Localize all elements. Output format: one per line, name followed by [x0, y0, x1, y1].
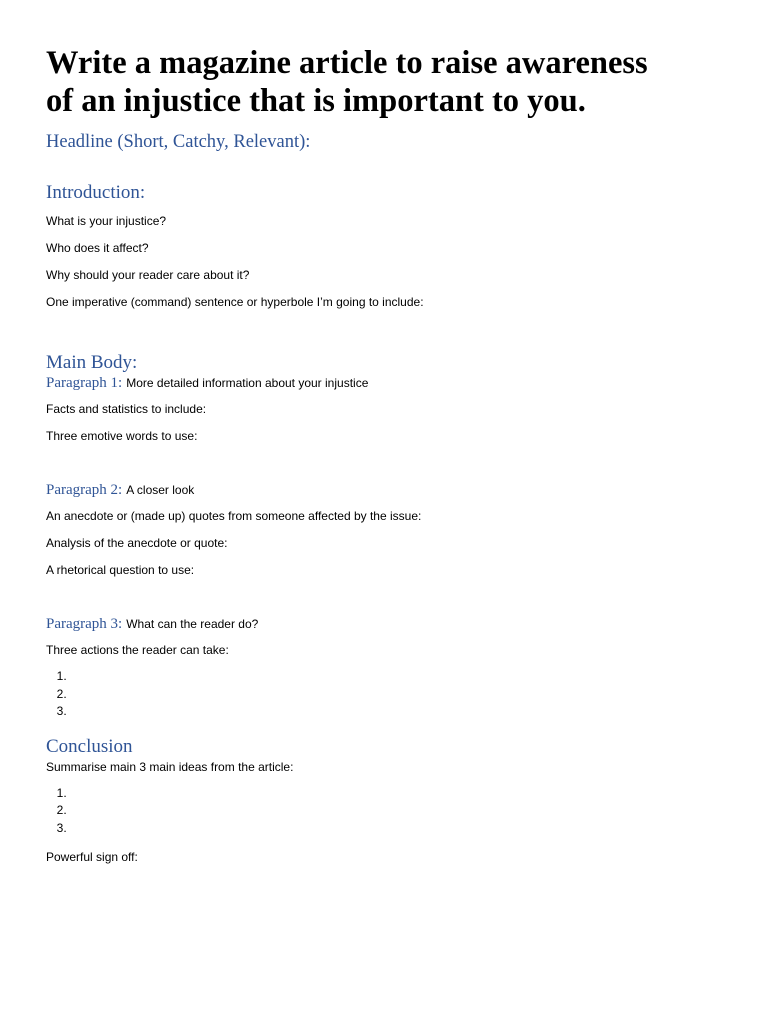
introduction-heading: Introduction: [46, 182, 146, 203]
paragraph-3-line [46, 616, 736, 633]
title-line-1: Write a magazine article to raise awareness [46, 45, 648, 81]
list-item [70, 686, 736, 704]
p2-prompt-analysis: Analysis of the anecdote or quote: [46, 536, 228, 550]
p3-prompt-actions: Three actions the reader can take: [46, 643, 229, 657]
worksheet-page [46, 44, 736, 865]
paragraph-2-label: Paragraph 2: [46, 482, 123, 498]
summary-list [46, 785, 736, 838]
paragraph-2-text: A closer look [126, 483, 195, 497]
list-item [70, 668, 736, 686]
intro-prompt-care: Why should your reader care about it? [46, 268, 250, 282]
p1-prompt-facts: Facts and statistics to include: [46, 402, 207, 416]
list-item [70, 785, 736, 803]
p1-prompt-emotive: Three emotive words to use: [46, 429, 198, 443]
conclusion-prompt-sign-off: Powerful sign off: [46, 850, 138, 864]
list-item [70, 703, 736, 721]
intro-prompt-affect: Who does it affect? [46, 241, 149, 255]
list-item [70, 820, 736, 838]
intro-prompt-imperative: One imperative (command) sentence or hyperbole I’m going to include: [46, 295, 424, 309]
list-item [70, 802, 736, 820]
paragraph-1-line [46, 375, 736, 392]
paragraph-2-line [46, 482, 736, 499]
conclusion-prompt-summarise: Summarise main 3 main ideas from the article: [46, 759, 294, 774]
paragraph-1-label: Paragraph 1: [46, 375, 123, 391]
actions-list [46, 668, 736, 721]
p2-prompt-rhetorical: A rhetorical question to use: [46, 563, 195, 577]
paragraph-1-text: More detailed information about your injustice [126, 376, 369, 390]
headline-heading: Headline (Short, Catchy, Relevant): [46, 132, 311, 152]
paragraph-3-label: Paragraph 3: [46, 616, 123, 632]
main-body-heading: Main Body: [46, 352, 138, 373]
paragraph-3-text: What can the reader do? [126, 617, 259, 631]
intro-prompt-injustice: What is your injustice? [46, 214, 167, 228]
conclusion-heading: Conclusion [46, 735, 133, 757]
p2-prompt-anecdote: An anecdote or (made up) quotes from someone affected by the issue: [46, 509, 422, 523]
title-line-2: of an injustice that is important to you. [46, 83, 586, 119]
page-title [46, 44, 736, 120]
